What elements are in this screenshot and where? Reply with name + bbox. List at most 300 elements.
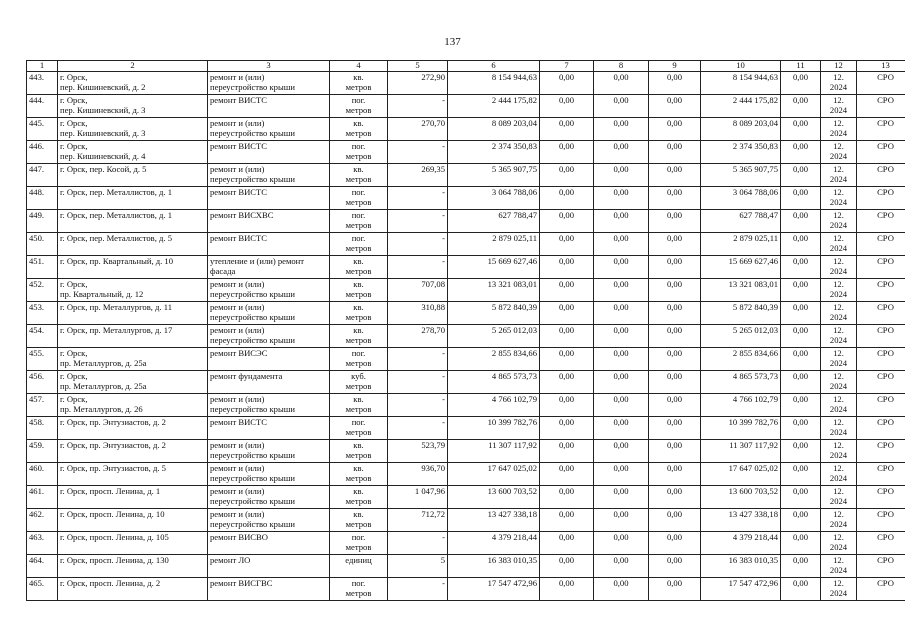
- addr1-line: г. Орск,: [60, 141, 88, 151]
- addr1-line: г. Орск,: [60, 72, 88, 82]
- quantity-cell: 5: [388, 555, 448, 578]
- p2-line: 2024: [829, 381, 848, 391]
- other-funds-cell: 0,00: [781, 509, 821, 532]
- column-number-row: [27, 61, 905, 72]
- owners-funds-cell: 10 399 782,76: [701, 417, 781, 440]
- funding-method-cell: СРО: [857, 72, 905, 95]
- unit-cell: [330, 256, 388, 279]
- p1-line: 12.: [833, 302, 844, 312]
- p2-line: 2024: [829, 519, 848, 529]
- total-cost-cell: 4 865 573,73: [448, 371, 540, 394]
- owners-funds-cell: 11 307 117,92: [701, 440, 781, 463]
- local-budget-cell: 0,00: [649, 532, 701, 555]
- unit2-line: метров: [345, 105, 372, 115]
- p2-line: 2024: [829, 565, 848, 575]
- regional-budget-cell: 0,00: [594, 509, 649, 532]
- unit-cell: [330, 394, 388, 417]
- total-cost-cell: 2 879 025,11: [448, 233, 540, 256]
- regional-budget-cell: 0,00: [594, 279, 649, 302]
- work-type-cell: [208, 555, 330, 578]
- work-type-cell: [208, 509, 330, 532]
- unit1-line: кв.: [353, 394, 364, 404]
- p1-line: 12.: [833, 210, 844, 220]
- p2-line: 2024: [829, 220, 848, 230]
- addr1-line: г. Орск, пер. Металлистов, д. 1: [60, 210, 172, 220]
- p2-line: 2024: [829, 266, 848, 276]
- owners-funds-cell: 5 265 012,03: [701, 325, 781, 348]
- owners-funds-cell: 2 374 350,83: [701, 141, 781, 164]
- local-budget-cell: 0,00: [649, 72, 701, 95]
- work1-line: ремонт ВИСГВС: [210, 578, 273, 588]
- column-number-11: 11: [781, 61, 821, 72]
- total-cost-cell: 2 855 834,66: [448, 348, 540, 371]
- total-cost-cell: 2 444 175,82: [448, 95, 540, 118]
- column-number-7: 7: [540, 61, 594, 72]
- row-number-cell: 449.: [27, 210, 58, 233]
- total-cost-cell: 13 321 083,01: [448, 279, 540, 302]
- total-cost-cell: 2 374 350,83: [448, 141, 540, 164]
- funding-method-cell: СРО: [857, 417, 905, 440]
- table-row: [27, 233, 905, 256]
- completion-period-cell: [821, 279, 857, 302]
- p1-line: 12.: [833, 555, 844, 565]
- p1-line: 12.: [833, 394, 844, 404]
- local-budget-cell: 0,00: [649, 210, 701, 233]
- column-number-3: 3: [208, 61, 330, 72]
- address-cell: [58, 509, 208, 532]
- work-type-cell: [208, 394, 330, 417]
- funding-method-cell: СРО: [857, 509, 905, 532]
- regional-budget-cell: 0,00: [594, 348, 649, 371]
- work-type-cell: [208, 210, 330, 233]
- addr1-line: г. Орск, пер. Металлистов, д. 1: [60, 187, 172, 197]
- fund-cell: 0,00: [540, 463, 594, 486]
- p1-line: 12.: [833, 164, 844, 174]
- work2-line: переустройство крыши: [210, 289, 295, 299]
- work-type-cell: [208, 371, 330, 394]
- p2-line: 2024: [829, 450, 848, 460]
- local-budget-cell: 0,00: [649, 325, 701, 348]
- quantity-cell: 707,08: [388, 279, 448, 302]
- table-row: [27, 325, 905, 348]
- table-row: [27, 463, 905, 486]
- work-type-cell: [208, 256, 330, 279]
- row-number-cell: 450.: [27, 233, 58, 256]
- fund-cell: 0,00: [540, 302, 594, 325]
- work-type-cell: [208, 302, 330, 325]
- owners-funds-cell: 3 064 788,06: [701, 187, 781, 210]
- other-funds-cell: 0,00: [781, 72, 821, 95]
- fund-cell: 0,00: [540, 417, 594, 440]
- work1-line: утепление и (или) ремонт: [210, 256, 305, 266]
- address-cell: [58, 72, 208, 95]
- other-funds-cell: 0,00: [781, 463, 821, 486]
- work2-line: переустройство крыши: [210, 450, 295, 460]
- funding-method-cell: СРО: [857, 279, 905, 302]
- unit1-line: кв.: [353, 72, 364, 82]
- p2-line: 2024: [829, 335, 848, 345]
- regional-budget-cell: 0,00: [594, 440, 649, 463]
- quantity-cell: -: [388, 348, 448, 371]
- unit2-line: метров: [345, 82, 372, 92]
- unit2-line: метров: [345, 266, 372, 276]
- local-budget-cell: 0,00: [649, 256, 701, 279]
- work-type-cell: [208, 532, 330, 555]
- work-type-cell: [208, 187, 330, 210]
- local-budget-cell: 0,00: [649, 348, 701, 371]
- p2-line: 2024: [829, 404, 848, 414]
- work-type-cell: [208, 95, 330, 118]
- work2-line: переустройство крыши: [210, 174, 295, 184]
- unit-cell: [330, 555, 388, 578]
- fund-cell: 0,00: [540, 95, 594, 118]
- p1-line: 12.: [833, 187, 844, 197]
- unit2-line: метров: [345, 151, 372, 161]
- addr2-line: пер. Кишиневский, д. 3: [60, 128, 146, 138]
- quantity-cell: -: [388, 256, 448, 279]
- unit-cell: [330, 118, 388, 141]
- column-number-9: 9: [649, 61, 701, 72]
- work2-line: переустройство крыши: [210, 335, 295, 345]
- table-row: [27, 394, 905, 417]
- unit1-line: кв.: [353, 486, 364, 496]
- work1-line: ремонт ВИСТС: [210, 233, 268, 243]
- regional-budget-cell: 0,00: [594, 578, 649, 601]
- address-cell: [58, 187, 208, 210]
- addr1-line: г. Орск,: [60, 394, 88, 404]
- quantity-cell: 272,90: [388, 72, 448, 95]
- fund-cell: 0,00: [540, 279, 594, 302]
- funding-method-cell: СРО: [857, 532, 905, 555]
- work-type-cell: [208, 118, 330, 141]
- address-cell: [58, 394, 208, 417]
- unit2-line: метров: [345, 381, 372, 391]
- work1-line: ремонт фундамента: [210, 371, 283, 381]
- quantity-cell: -: [388, 371, 448, 394]
- regional-budget-cell: 0,00: [594, 371, 649, 394]
- unit-cell: [330, 187, 388, 210]
- unit-cell: [330, 141, 388, 164]
- unit1-line: пог.: [351, 187, 366, 197]
- row-number-cell: 463.: [27, 532, 58, 555]
- address-cell: [58, 233, 208, 256]
- unit-cell: [330, 325, 388, 348]
- work1-line: ремонт и (или): [210, 164, 265, 174]
- p1-line: 12.: [833, 256, 844, 266]
- p1-line: 12.: [833, 72, 844, 82]
- p2-line: 2024: [829, 197, 848, 207]
- owners-funds-cell: 4 379 218,44: [701, 532, 781, 555]
- fund-cell: 0,00: [540, 394, 594, 417]
- table-row: [27, 486, 905, 509]
- completion-period-cell: [821, 141, 857, 164]
- completion-period-cell: [821, 72, 857, 95]
- unit1-line: кв.: [353, 440, 364, 450]
- owners-funds-cell: 4 865 573,73: [701, 371, 781, 394]
- p1-line: 12.: [833, 141, 844, 151]
- unit2-line: метров: [345, 220, 372, 230]
- completion-period-cell: [821, 187, 857, 210]
- other-funds-cell: 0,00: [781, 256, 821, 279]
- p2-line: 2024: [829, 496, 848, 506]
- row-number-cell: 461.: [27, 486, 58, 509]
- quantity-cell: 269,35: [388, 164, 448, 187]
- work1-line: ремонт и (или): [210, 72, 265, 82]
- funding-method-cell: СРО: [857, 118, 905, 141]
- address-cell: [58, 486, 208, 509]
- unit-cell: [330, 302, 388, 325]
- funding-method-cell: СРО: [857, 95, 905, 118]
- completion-period-cell: [821, 371, 857, 394]
- p1-line: 12.: [833, 348, 844, 358]
- column-number-10: 10: [701, 61, 781, 72]
- owners-funds-cell: 4 766 102,79: [701, 394, 781, 417]
- regional-budget-cell: 0,00: [594, 187, 649, 210]
- unit1-line: единиц: [345, 555, 372, 565]
- other-funds-cell: 0,00: [781, 210, 821, 233]
- row-number-cell: 453.: [27, 302, 58, 325]
- fund-cell: 0,00: [540, 555, 594, 578]
- fund-cell: 0,00: [540, 509, 594, 532]
- addr1-line: г. Орск,: [60, 118, 88, 128]
- other-funds-cell: 0,00: [781, 118, 821, 141]
- quantity-cell: 310,88: [388, 302, 448, 325]
- work1-line: ремонт и (или): [210, 486, 265, 496]
- table-row: [27, 210, 905, 233]
- work-type-cell: [208, 141, 330, 164]
- other-funds-cell: 0,00: [781, 578, 821, 601]
- unit1-line: пог.: [351, 233, 366, 243]
- work1-line: ремонт и (или): [210, 440, 265, 450]
- addr2-line: пр. Металлургов, д. 25а: [60, 358, 147, 368]
- total-cost-cell: 17 547 472,96: [448, 578, 540, 601]
- quantity-cell: -: [388, 210, 448, 233]
- table-row: [27, 509, 905, 532]
- completion-period-cell: [821, 95, 857, 118]
- row-number-cell: 451.: [27, 256, 58, 279]
- row-number-cell: 446.: [27, 141, 58, 164]
- fund-cell: 0,00: [540, 118, 594, 141]
- completion-period-cell: [821, 348, 857, 371]
- unit-cell: [330, 486, 388, 509]
- row-number-cell: 459.: [27, 440, 58, 463]
- fund-cell: 0,00: [540, 348, 594, 371]
- unit-cell: [330, 371, 388, 394]
- unit2-line: метров: [345, 404, 372, 414]
- quantity-cell: -: [388, 394, 448, 417]
- column-number-6: 6: [448, 61, 540, 72]
- work1-line: ремонт и (или): [210, 463, 265, 473]
- p1-line: 12.: [833, 417, 844, 427]
- fund-cell: 0,00: [540, 187, 594, 210]
- quantity-cell: -: [388, 187, 448, 210]
- unit2-line: метров: [345, 312, 372, 322]
- regional-budget-cell: 0,00: [594, 72, 649, 95]
- table-row: [27, 348, 905, 371]
- owners-funds-cell: 17 547 472,96: [701, 578, 781, 601]
- owners-funds-cell: 17 647 025,02: [701, 463, 781, 486]
- addr1-line: г. Орск, пр. Металлургов, д. 11: [60, 302, 173, 312]
- other-funds-cell: 0,00: [781, 486, 821, 509]
- addr2-line: пр. Металлургов, д. 26: [60, 404, 143, 414]
- row-number-cell: 445.: [27, 118, 58, 141]
- unit2-line: метров: [345, 358, 372, 368]
- p1-line: 12.: [833, 325, 844, 335]
- addr1-line: г. Орск, пр. Металлургов, д. 17: [60, 325, 173, 335]
- funding-method-cell: СРО: [857, 256, 905, 279]
- unit-cell: [330, 578, 388, 601]
- local-budget-cell: 0,00: [649, 118, 701, 141]
- unit1-line: пог.: [351, 532, 366, 542]
- p2-line: 2024: [829, 82, 848, 92]
- completion-period-cell: [821, 440, 857, 463]
- p2-line: 2024: [829, 105, 848, 115]
- completion-period-cell: [821, 532, 857, 555]
- unit-cell: [330, 509, 388, 532]
- column-number-13: 13: [857, 61, 905, 72]
- local-budget-cell: 0,00: [649, 371, 701, 394]
- funding-method-cell: СРО: [857, 141, 905, 164]
- total-cost-cell: 13 427 338,18: [448, 509, 540, 532]
- owners-funds-cell: 8 154 944,63: [701, 72, 781, 95]
- quantity-cell: -: [388, 532, 448, 555]
- table-row: [27, 118, 905, 141]
- addr1-line: г. Орск, просп. Ленина, д. 1: [60, 486, 161, 496]
- total-cost-cell: 3 064 788,06: [448, 187, 540, 210]
- completion-period-cell: [821, 417, 857, 440]
- p2-line: 2024: [829, 427, 848, 437]
- fund-cell: 0,00: [540, 371, 594, 394]
- local-budget-cell: 0,00: [649, 440, 701, 463]
- completion-period-cell: [821, 486, 857, 509]
- unit-cell: [330, 279, 388, 302]
- work1-line: ремонт ЛО: [210, 555, 251, 565]
- work1-line: ремонт ВИСЭС: [210, 348, 268, 358]
- table-row: [27, 371, 905, 394]
- total-cost-cell: 8 089 203,04: [448, 118, 540, 141]
- unit2-line: метров: [345, 496, 372, 506]
- other-funds-cell: 0,00: [781, 95, 821, 118]
- addr1-line: г. Орск, пр. Квартальный, д. 10: [60, 256, 173, 266]
- table-row: [27, 302, 905, 325]
- total-cost-cell: 5 365 907,75: [448, 164, 540, 187]
- addr2-line: пер. Кишиневский, д. 4: [60, 151, 146, 161]
- work2-line: переустройство крыши: [210, 128, 295, 138]
- table-row: [27, 256, 905, 279]
- p2-line: 2024: [829, 174, 848, 184]
- unit1-line: пог.: [351, 210, 366, 220]
- table-row: [27, 141, 905, 164]
- addr1-line: г. Орск,: [60, 95, 88, 105]
- unit2-line: метров: [345, 588, 372, 598]
- other-funds-cell: 0,00: [781, 417, 821, 440]
- other-funds-cell: 0,00: [781, 532, 821, 555]
- work1-line: ремонт и (или): [210, 302, 265, 312]
- work-type-cell: [208, 417, 330, 440]
- total-cost-cell: 8 154 944,63: [448, 72, 540, 95]
- unit2-line: метров: [345, 289, 372, 299]
- addr2-line: пер. Кишиневский, д. 2: [60, 82, 146, 92]
- address-cell: [58, 325, 208, 348]
- unit1-line: кв.: [353, 164, 364, 174]
- regional-budget-cell: 0,00: [594, 95, 649, 118]
- local-budget-cell: 0,00: [649, 486, 701, 509]
- funding-method-cell: СРО: [857, 233, 905, 256]
- other-funds-cell: 0,00: [781, 394, 821, 417]
- unit2-line: метров: [345, 542, 372, 552]
- funding-method-cell: СРО: [857, 302, 905, 325]
- work1-line: ремонт ВИСТС: [210, 141, 268, 151]
- page-number: 137: [444, 36, 461, 48]
- other-funds-cell: 0,00: [781, 555, 821, 578]
- work-type-cell: [208, 463, 330, 486]
- row-number-cell: 458.: [27, 417, 58, 440]
- addr1-line: г. Орск,: [60, 279, 88, 289]
- quantity-cell: -: [388, 233, 448, 256]
- column-number-2: 2: [58, 61, 208, 72]
- address-cell: [58, 463, 208, 486]
- unit2-line: метров: [345, 128, 372, 138]
- row-number-cell: 444.: [27, 95, 58, 118]
- p1-line: 12.: [833, 532, 844, 542]
- p1-line: 12.: [833, 463, 844, 473]
- unit-cell: [330, 348, 388, 371]
- p2-line: 2024: [829, 289, 848, 299]
- work1-line: ремонт и (или): [210, 118, 265, 128]
- unit-cell: [330, 532, 388, 555]
- unit2-line: метров: [345, 197, 372, 207]
- funding-method-cell: СРО: [857, 394, 905, 417]
- other-funds-cell: 0,00: [781, 279, 821, 302]
- owners-funds-cell: 16 383 010,35: [701, 555, 781, 578]
- work-type-cell: [208, 486, 330, 509]
- work1-line: ремонт ВИСВО: [210, 532, 268, 542]
- table-row: [27, 95, 905, 118]
- local-budget-cell: 0,00: [649, 394, 701, 417]
- row-number-cell: 455.: [27, 348, 58, 371]
- owners-funds-cell: 13 321 083,01: [701, 279, 781, 302]
- p2-line: 2024: [829, 542, 848, 552]
- address-cell: [58, 141, 208, 164]
- unit-cell: [330, 233, 388, 256]
- table-row: [27, 187, 905, 210]
- address-cell: [58, 279, 208, 302]
- row-number-cell: 457.: [27, 394, 58, 417]
- address-cell: [58, 440, 208, 463]
- owners-funds-cell: 2 444 175,82: [701, 95, 781, 118]
- address-cell: [58, 578, 208, 601]
- fund-cell: 0,00: [540, 578, 594, 601]
- unit2-line: метров: [345, 427, 372, 437]
- p2-line: 2024: [829, 128, 848, 138]
- row-number-cell: 465.: [27, 578, 58, 601]
- local-budget-cell: 0,00: [649, 141, 701, 164]
- p2-line: 2024: [829, 243, 848, 253]
- regional-budget-cell: 0,00: [594, 118, 649, 141]
- work-type-cell: [208, 279, 330, 302]
- unit1-line: кв.: [353, 302, 364, 312]
- regional-budget-cell: 0,00: [594, 141, 649, 164]
- address-cell: [58, 417, 208, 440]
- completion-period-cell: [821, 509, 857, 532]
- regional-budget-cell: 0,00: [594, 164, 649, 187]
- completion-period-cell: [821, 394, 857, 417]
- addr1-line: г. Орск, просп. Ленина, д. 105: [60, 532, 169, 542]
- column-number-1: 1: [27, 61, 58, 72]
- other-funds-cell: 0,00: [781, 302, 821, 325]
- local-budget-cell: 0,00: [649, 187, 701, 210]
- unit1-line: пог.: [351, 141, 366, 151]
